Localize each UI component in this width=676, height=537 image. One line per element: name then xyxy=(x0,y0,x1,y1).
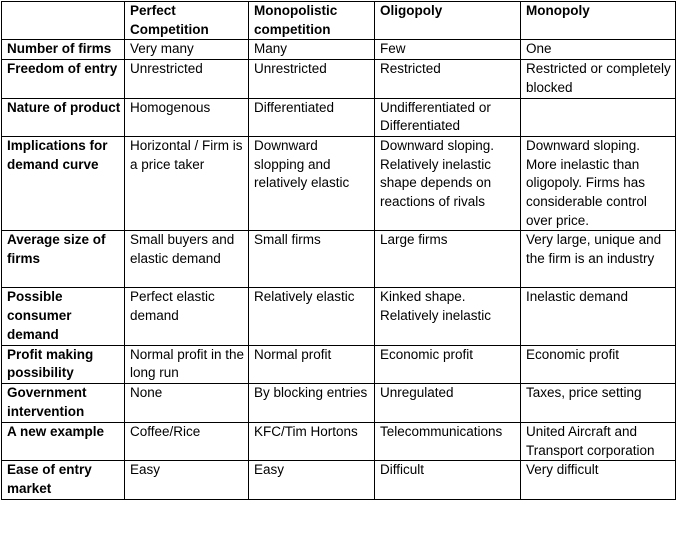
table-cell: Undifferentiated or Differentiated xyxy=(375,98,521,136)
table-cell: KFC/Tim Hortons xyxy=(249,422,375,460)
table-cell: Telecommunications xyxy=(375,422,521,460)
row-label: Nature of product xyxy=(2,98,125,136)
row-label: Freedom of entry xyxy=(2,60,125,98)
table-cell: Taxes, price setting xyxy=(521,383,676,422)
table-cell: Very large, unique and the firm is an industry xyxy=(521,231,676,288)
column-header-blank xyxy=(2,2,125,40)
row-label: Possible consumer demand xyxy=(2,288,125,345)
table-cell: Small firms xyxy=(249,231,375,288)
table-cell: Downward sloping. More inelastic than oligopoly. Firms has considerable control over price. xyxy=(521,136,676,231)
table-cell xyxy=(521,98,676,136)
table-cell: Very difficult xyxy=(521,461,676,499)
table-cell: Large firms xyxy=(375,231,521,288)
row-label: A new example xyxy=(2,422,125,460)
table-row-possible-consumer-demand xyxy=(2,288,676,345)
table-cell: Horizontal / Firm is a price taker xyxy=(125,136,249,231)
table-cell: Unrestricted xyxy=(125,60,249,98)
table-row-ease-of-entry-market xyxy=(2,461,676,499)
table-cell: Restricted xyxy=(375,60,521,98)
market-structures-table xyxy=(1,1,676,500)
column-header-oligopoly: Oligopoly xyxy=(375,2,521,40)
table-cell: Restricted or completely blocked xyxy=(521,60,676,98)
table-row-implications-for-demand-curve xyxy=(2,136,676,231)
table-cell: Downward slopping and relatively elastic xyxy=(249,136,375,231)
table-cell: Relatively elastic xyxy=(249,288,375,345)
table-cell: Many xyxy=(249,40,375,60)
table-cell: None xyxy=(125,383,249,422)
header-row xyxy=(2,2,676,40)
column-header-monopolistic-competition: Monopolistic competition xyxy=(249,2,375,40)
row-label: Implications for demand curve xyxy=(2,136,125,231)
table-cell: Very many xyxy=(125,40,249,60)
table-cell: Coffee/Rice xyxy=(125,422,249,460)
column-header-monopoly: Monopoly xyxy=(521,2,676,40)
row-label: Average size of firms xyxy=(2,231,125,288)
column-header-perfect-competition: Perfect Competition xyxy=(125,2,249,40)
table-cell: Difficult xyxy=(375,461,521,499)
table-cell: Economic profit xyxy=(375,345,521,383)
table-cell: Normal profit xyxy=(249,345,375,383)
table-cell: Normal profit in the long run xyxy=(125,345,249,383)
table-cell: Unregulated xyxy=(375,383,521,422)
table-cell: Perfect elastic demand xyxy=(125,288,249,345)
table-row-number-of-firms xyxy=(2,40,676,60)
table-cell: Small buyers and elastic demand xyxy=(125,231,249,288)
table-cell: Differentiated xyxy=(249,98,375,136)
table-cell: Unrestricted xyxy=(249,60,375,98)
table-row-average-size-of-firms xyxy=(2,231,676,288)
table-row-government-intervention xyxy=(2,383,676,422)
table-cell: Inelastic demand xyxy=(521,288,676,345)
row-label: Ease of entry market xyxy=(2,461,125,499)
table-cell: One xyxy=(521,40,676,60)
table-row-a-new-example xyxy=(2,422,676,460)
table-cell: Easy xyxy=(125,461,249,499)
table-cell: United Aircraft and Transport corporation xyxy=(521,422,676,460)
table-cell: Few xyxy=(375,40,521,60)
table-cell: By blocking entries xyxy=(249,383,375,422)
table-row-freedom-of-entry xyxy=(2,60,676,98)
row-label: Number of firms xyxy=(2,40,125,60)
table-cell: Downward sloping. Relatively inelastic shape depends on reactions of rivals xyxy=(375,136,521,231)
row-label: Profit making possibility xyxy=(2,345,125,383)
table-row-nature-of-product xyxy=(2,98,676,136)
table-cell: Economic profit xyxy=(521,345,676,383)
row-label: Government intervention xyxy=(2,383,125,422)
table-cell: Homogenous xyxy=(125,98,249,136)
table-cell: Kinked shape. Relatively inelastic xyxy=(375,288,521,345)
table-row-profit-making-possibility xyxy=(2,345,676,383)
table-cell: Easy xyxy=(249,461,375,499)
